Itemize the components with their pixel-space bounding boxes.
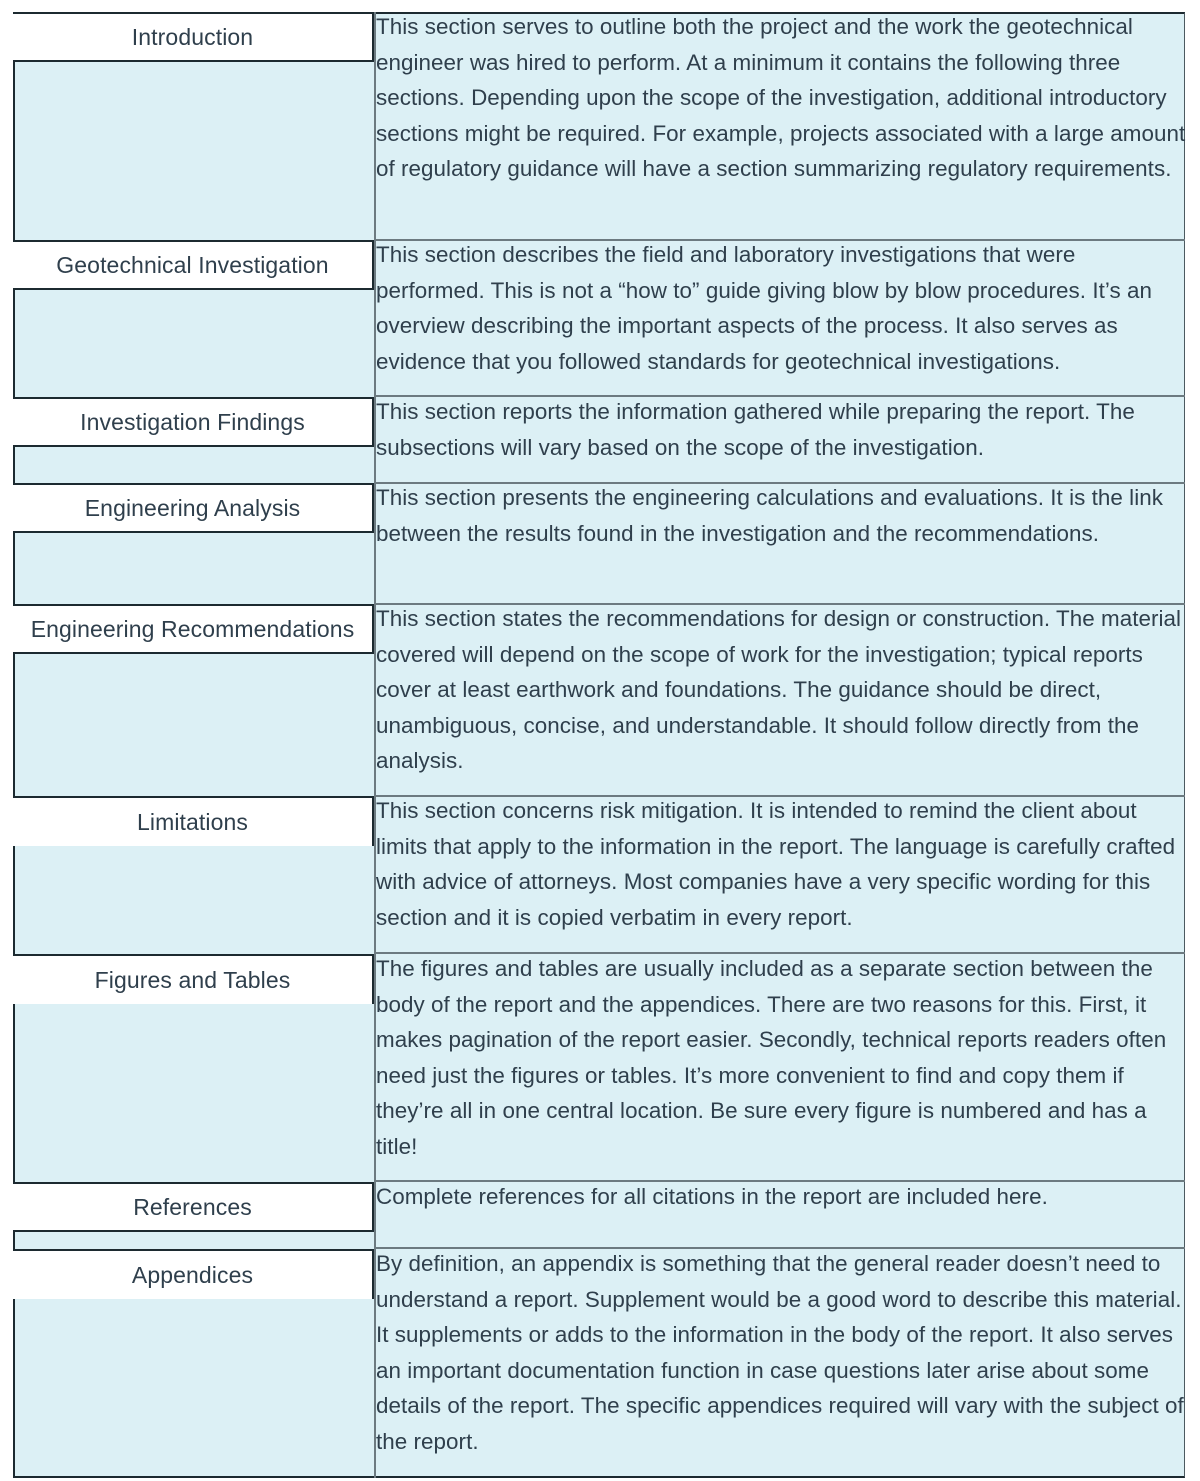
section-description-engineering-analysis: This section presents the engineering calculations and evaluations. It is the link between the results found in the investigation and the recommendations. (376, 485, 1163, 546)
section-label-text: Limitations (136, 808, 249, 835)
section-label-text: Appendices (131, 1261, 254, 1288)
section-description-figures-and-tables: The figures and tables are usually included as a separate section between the body of the report and the appendices. There are two reasons for this. First, it makes pagination of the report easier. Secondly, technical reports readers often need just the figures or tables. It’s more convenient to find and copy them if they’re all in one central location. Be sure every figure is numbered and has a title! (376, 956, 1167, 1159)
section-label-introduction (13, 12, 374, 62)
section-description-limitations: This section concerns risk mitigation. It is intended to remind the client about limits that apply to the information in the report. The language is carefully crafted with advice of attorneys. Most companies have a very specific wording for this section and it is copied verbatim in every report. (376, 798, 1176, 930)
section-description-geotechnical-investigation: This section describes the field and laboratory investigations that were performed. This is not a “how to” guide giving blow by blow procedures. It’s an overview describing the important aspects of the process. It also serves as evidence that you followed standards for geotechnical investigations. (376, 242, 1152, 374)
section-label-text: Geotechnical Investigation (56, 251, 329, 278)
section-description-introduction: This section serves to outline both the project and the work the geotechnical engineer was hired to perform. At a minimum it contains the following three sections. Depending upon the scope of the investigation, additional introductory sections might be required. For example, projects associated with a large amount of regulatory guidance will have a section summarizing regulatory requirements. (376, 14, 1186, 181)
section-label-references (13, 1182, 374, 1232)
section-label-engineering-recommendations (13, 604, 374, 654)
section-label-appendices (13, 1249, 374, 1299)
section-description-investigation-findings: This section reports the information gathered while preparing the report. The subsections will vary based on the scope of the investigation. (376, 399, 1135, 460)
section-label-text: Investigation Findings (80, 408, 305, 435)
section-label-text: References (133, 1193, 252, 1220)
section-description-appendices: By definition, an appendix is something that the general reader doesn’t need to understand a report. Supplement would be a good word to describe this material. It supplements or adds to the information in the body of the report. It also serves an important documentation function in case questions later arise about some details of the report. The specific appendices required will vary with the subject of the report. (376, 1251, 1184, 1454)
section-label-figures-and-tables (13, 954, 374, 1004)
section-label-limitations (13, 796, 374, 846)
section-label-text: Engineering Recommendations (30, 615, 355, 642)
section-label-text: Figures and Tables (94, 966, 291, 993)
section-description-references: Complete references for all citations in the report are included here. (376, 1184, 1048, 1209)
section-label-engineering-analysis (13, 483, 374, 533)
section-description-engineering-recommendations: This section states the recommendations for design or construction. The material covered will depend on the scope of work for the investigation; typical reports cover at least earthwork and foundations. The guidance should be direct, unambiguous, concise, and understandable. It should follow directly from the analysis. (376, 606, 1182, 773)
section-label-text: Engineering Analysis (84, 494, 301, 521)
section-label-geotechnical-investigation (13, 240, 374, 290)
section-label-investigation-findings (13, 397, 374, 447)
section-label-text: Introduction (131, 23, 254, 50)
